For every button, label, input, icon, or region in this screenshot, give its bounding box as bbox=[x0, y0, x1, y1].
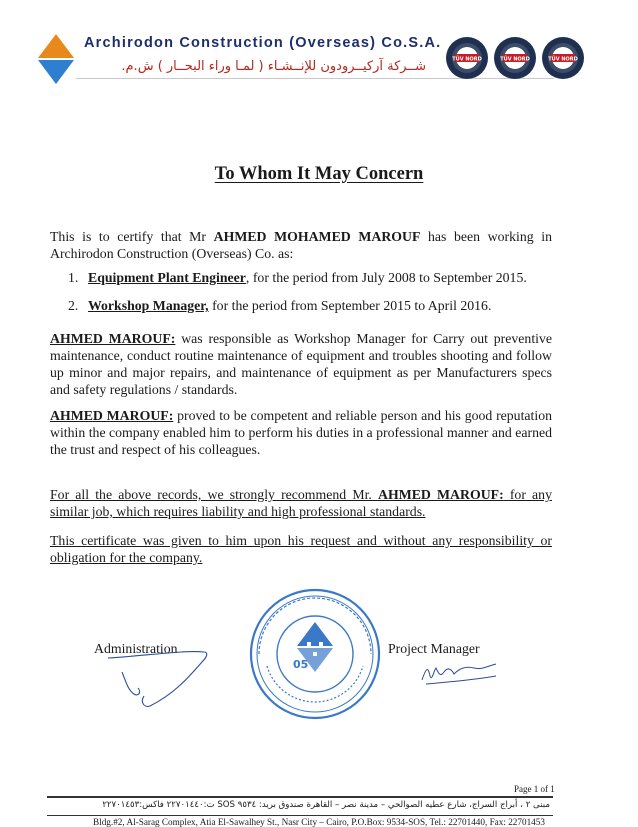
position-number: 1. bbox=[68, 270, 79, 285]
position-number: 2. bbox=[68, 298, 79, 313]
company-logo bbox=[36, 30, 76, 86]
position-period: for the period from September 2015 to April 2016. bbox=[208, 298, 492, 313]
recommend-name: AHMED MAROUF: bbox=[378, 487, 504, 502]
responsibility-name: AHMED MAROUF: bbox=[50, 331, 176, 346]
intro-after: has been working in Archirodon Construction (Overseas) Co. as: bbox=[50, 229, 552, 261]
character-paragraph bbox=[50, 407, 552, 458]
administration-label: Administration bbox=[94, 641, 178, 656]
project-manager-label: Project Manager bbox=[388, 641, 480, 656]
character-text: proved to be competent and reliable person and his good reputation within the company enabled him to perform his duties in a professional manner and earned the trust and respect of his colleagues. bbox=[50, 408, 552, 457]
intro-paragraph bbox=[50, 228, 552, 262]
responsibility-paragraph bbox=[50, 330, 552, 398]
position-role: Equipment Plant Engineer bbox=[88, 270, 246, 285]
company-name-en: Archirodon Construction (Overseas) Co.S.A. bbox=[84, 35, 442, 51]
footer-address-ar: مبنى ٢ ، أبراج السراج، شارع عطيه الصوالحي – مدينة نصر – القاهرة صندوق بريد: ٩٥٣٤ SOS ت:٢٢٧٠١٤٤٠ فاكس:٢٢٧٠١٤٥٣ bbox=[102, 800, 550, 810]
intro-before: This is to certify that Mr bbox=[50, 229, 214, 244]
badge-text-1: TÜV NORD bbox=[452, 56, 482, 63]
position-item bbox=[68, 298, 491, 314]
recommendation-paragraph bbox=[50, 486, 552, 520]
certificate-note: This certificate was given to him upon his request and without any responsibility or obligation for the company. bbox=[50, 533, 552, 565]
certification-badge-2 bbox=[494, 37, 536, 79]
recommend-before: For all the above records, we strongly recommend Mr. bbox=[50, 487, 379, 502]
responsibility-text: was responsible as Workshop Manager for Carry out preventive maintenance, conduct routine maintenance of equipment and troubles shooting and follow up minor and major repairs, and maintenance of equipment as per Manufacturers specs and safety regulations / standards. bbox=[50, 331, 553, 397]
badge-text-3: TÜV NORD bbox=[548, 56, 578, 63]
position-item bbox=[68, 270, 527, 286]
footer-divider bbox=[47, 796, 553, 798]
project-manager-signature bbox=[418, 654, 500, 688]
position-role: Workshop Manager, bbox=[88, 298, 209, 313]
certification-badges bbox=[445, 33, 585, 83]
position-period: , for the period from July 2008 to September 2015. bbox=[245, 270, 527, 285]
recommend-after: for any similar job, which requires liability and high professional standards. bbox=[50, 487, 552, 519]
character-name: AHMED MAROUF: bbox=[50, 408, 174, 423]
administration-signature bbox=[104, 636, 214, 716]
company-name-ar: شــركة آركيــرودون للإنــشـاء ( لمـا وراء البحــار ) ش.م. bbox=[121, 59, 426, 74]
stamp-number: 05 bbox=[293, 658, 309, 671]
company-stamp bbox=[247, 586, 383, 722]
certification-badge-1 bbox=[446, 37, 488, 79]
letter-title: To Whom It May Concern bbox=[214, 164, 424, 184]
page-number: Page 1 of 1 bbox=[514, 784, 555, 794]
employee-full-name: AHMED MOHAMED MAROUF bbox=[213, 229, 421, 244]
certification-badge-3 bbox=[542, 37, 584, 79]
footer-address-en: Bldg.#2, Al-Sarag Complex, Atia El-Sawalhey St., Nasr City – Cairo, P.O.Box: 9534-SOS, Tel.: 22701440, Fax: 22701453 bbox=[93, 817, 545, 827]
badge-text-2: TÜV NORD bbox=[500, 56, 530, 63]
footer-divider-thin bbox=[47, 815, 553, 816]
